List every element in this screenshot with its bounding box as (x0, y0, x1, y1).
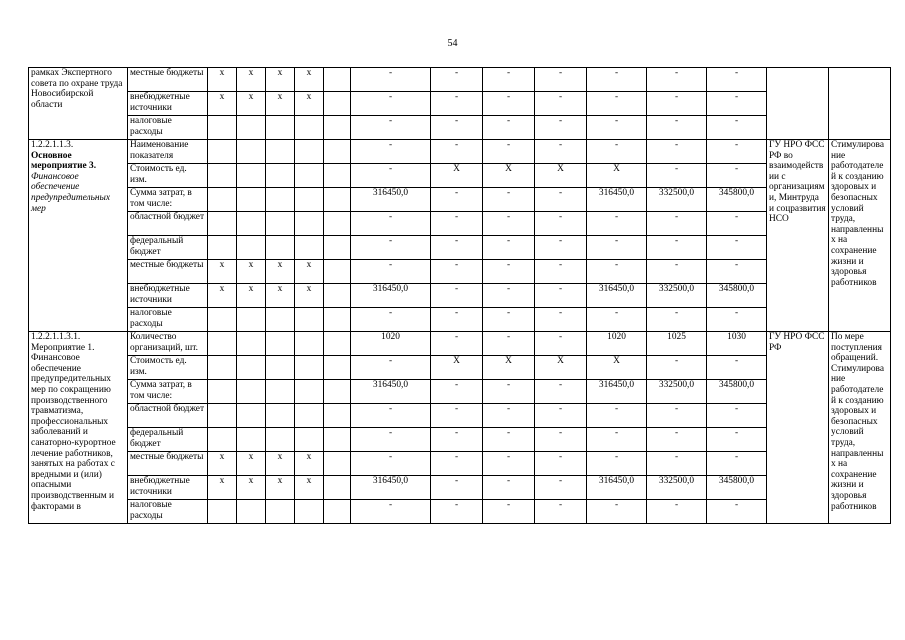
value-cell: - (483, 212, 535, 236)
value-cell: - (647, 452, 707, 476)
value-cell: - (587, 452, 647, 476)
value-cell: - (647, 140, 707, 164)
value-cell: - (431, 260, 483, 284)
value-cell: - (483, 260, 535, 284)
value-cell: X (431, 356, 483, 380)
measure-title-cell (29, 140, 128, 332)
mark-cell (324, 164, 351, 188)
mark-cell (237, 140, 266, 164)
value-cell: - (535, 284, 587, 308)
value-cell: - (483, 140, 535, 164)
value-cell: X (483, 164, 535, 188)
indicator-label: федеральный бюджет (128, 428, 208, 452)
mark-cell (237, 380, 266, 404)
mark-cell (324, 188, 351, 212)
value-cell: - (587, 92, 647, 116)
expected-result-cell: Стимулирование работодателей к созданию здоровых и безопасных условий труда, направленных на сохранение жизни и здоровья работников (829, 140, 891, 332)
value-cell: - (587, 140, 647, 164)
value-cell: - (431, 452, 483, 476)
value-cell: - (431, 116, 483, 140)
mark-cell (324, 476, 351, 500)
mark-cell (295, 380, 324, 404)
mark-cell (295, 116, 324, 140)
mark-cell: x (266, 476, 295, 500)
value-cell: - (535, 428, 587, 452)
measure-title-part: 1.2.2.1.1.3. (31, 140, 74, 150)
value-cell: X (535, 164, 587, 188)
indicator-label: местные бюджеты (128, 68, 208, 92)
indicator-label: местные бюджеты (128, 452, 208, 476)
value-cell: - (647, 404, 707, 428)
mark-cell (266, 500, 295, 524)
indicator-label: областной бюджет (128, 404, 208, 428)
mark-cell (266, 140, 295, 164)
expected-result-cell (829, 68, 891, 140)
mark-cell (266, 116, 295, 140)
value-cell: - (483, 332, 535, 356)
value-cell: - (707, 92, 767, 116)
mark-cell (237, 404, 266, 428)
mark-cell (324, 212, 351, 236)
value-cell: 316450,0 (587, 188, 647, 212)
mark-cell (266, 188, 295, 212)
value-cell: - (535, 188, 587, 212)
mark-cell (295, 188, 324, 212)
mark-cell (208, 404, 237, 428)
value-cell: 332500,0 (647, 188, 707, 212)
value-cell: - (535, 500, 587, 524)
value-cell: - (535, 380, 587, 404)
mark-cell: x (237, 452, 266, 476)
value-cell: 332500,0 (647, 380, 707, 404)
value-cell: - (351, 356, 431, 380)
mark-cell (237, 500, 266, 524)
value-cell: 345800,0 (707, 476, 767, 500)
value-cell: 1020 (351, 332, 431, 356)
value-cell: - (647, 308, 707, 332)
mark-cell (237, 116, 266, 140)
mark-cell (266, 236, 295, 260)
mark-cell: x (208, 476, 237, 500)
indicator-label: Сумма затрат, в том числе: (128, 380, 208, 404)
value-cell: 316450,0 (587, 380, 647, 404)
value-cell: - (587, 212, 647, 236)
indicator-label: внебюджетные источники (128, 476, 208, 500)
mark-cell (208, 428, 237, 452)
mark-cell (324, 140, 351, 164)
indicator-label: Сумма затрат, в том числе: (128, 188, 208, 212)
table-row (29, 260, 891, 284)
value-cell: - (483, 116, 535, 140)
mark-cell (324, 260, 351, 284)
value-cell: X (483, 356, 535, 380)
indicator-label: налоговые расходы (128, 308, 208, 332)
value-cell: - (535, 116, 587, 140)
value-cell: - (707, 308, 767, 332)
value-cell: 316450,0 (587, 284, 647, 308)
value-cell: - (535, 140, 587, 164)
value-cell: - (351, 452, 431, 476)
value-cell: - (647, 356, 707, 380)
mark-cell: x (266, 452, 295, 476)
mark-cell (208, 308, 237, 332)
value-cell: - (647, 164, 707, 188)
value-cell: - (535, 260, 587, 284)
mark-cell (295, 164, 324, 188)
value-cell: - (483, 236, 535, 260)
mark-cell (237, 428, 266, 452)
value-cell: 316450,0 (351, 284, 431, 308)
mark-cell (295, 500, 324, 524)
mark-cell: x (208, 92, 237, 116)
value-cell: - (535, 236, 587, 260)
indicator-label: Количество организаций, шт. (128, 332, 208, 356)
mark-cell (324, 500, 351, 524)
value-cell: X (431, 164, 483, 188)
table-row (29, 308, 891, 332)
value-cell: - (483, 308, 535, 332)
mark-cell: x (295, 68, 324, 92)
value-cell: - (483, 284, 535, 308)
mark-cell: x (295, 92, 324, 116)
value-cell: - (707, 260, 767, 284)
mark-cell (266, 404, 295, 428)
measure-title-cell (29, 68, 128, 140)
mark-cell (208, 212, 237, 236)
mark-cell (237, 236, 266, 260)
mark-cell (208, 164, 237, 188)
value-cell: 345800,0 (707, 284, 767, 308)
value-cell: - (431, 212, 483, 236)
value-cell: - (647, 116, 707, 140)
mark-cell (266, 332, 295, 356)
value-cell: X (587, 164, 647, 188)
mark-cell (237, 308, 266, 332)
value-cell: - (431, 308, 483, 332)
value-cell: - (707, 428, 767, 452)
value-cell: - (587, 308, 647, 332)
value-cell: - (351, 308, 431, 332)
value-cell: - (707, 404, 767, 428)
indicator-label: федеральный бюджет (128, 236, 208, 260)
mark-cell (324, 452, 351, 476)
value-cell: - (707, 452, 767, 476)
measures-table (28, 67, 891, 524)
value-cell: - (707, 212, 767, 236)
value-cell: - (431, 500, 483, 524)
value-cell: - (351, 428, 431, 452)
mark-cell: x (295, 284, 324, 308)
table-row (29, 332, 891, 356)
indicator-label: Стоимость ед. изм. (128, 356, 208, 380)
value-cell: - (483, 500, 535, 524)
mark-cell (208, 500, 237, 524)
value-cell: 1025 (647, 332, 707, 356)
expected-result-cell: По мере поступления обращений. Стимулирование работодателей к созданию здоровых и безопасных условий труда, направленных на сохранение жизни и здоровья работников (829, 332, 891, 524)
value-cell: - (351, 236, 431, 260)
mark-cell (295, 332, 324, 356)
table-row (29, 404, 891, 428)
value-cell: - (431, 476, 483, 500)
mark-cell (324, 380, 351, 404)
mark-cell (295, 212, 324, 236)
mark-cell: x (208, 260, 237, 284)
mark-cell (208, 356, 237, 380)
table-row (29, 284, 891, 308)
mark-cell: x (208, 284, 237, 308)
value-cell: - (351, 140, 431, 164)
value-cell: - (587, 236, 647, 260)
value-cell: - (707, 236, 767, 260)
mark-cell (237, 164, 266, 188)
measure-title-part: Финансовое обеспечение предупредительных мер (31, 171, 111, 214)
value-cell: X (587, 356, 647, 380)
table-row (29, 212, 891, 236)
page-number: 54 (447, 38, 458, 49)
value-cell: 1030 (707, 332, 767, 356)
value-cell: - (587, 68, 647, 92)
value-cell: - (707, 68, 767, 92)
value-cell: - (535, 476, 587, 500)
mark-cell (237, 356, 266, 380)
value-cell: - (647, 92, 707, 116)
mark-cell (324, 236, 351, 260)
measure-title-part: рамках Экспертного совета по охране труда Новосибирской области (31, 68, 123, 110)
executor-cell: ГУ НРО ФСС РФ во взаимодействии с организациями, Минтруда и соцразвития НСО (767, 140, 829, 332)
value-cell: - (351, 212, 431, 236)
table-row (29, 140, 891, 164)
value-cell: - (535, 92, 587, 116)
value-cell: - (647, 260, 707, 284)
value-cell: - (535, 404, 587, 428)
value-cell: 316450,0 (351, 476, 431, 500)
value-cell: - (351, 92, 431, 116)
table-row (29, 68, 891, 92)
table-row (29, 428, 891, 452)
value-cell: - (707, 116, 767, 140)
value-cell: - (535, 212, 587, 236)
value-cell: - (351, 116, 431, 140)
value-cell: - (647, 236, 707, 260)
mark-cell: x (295, 260, 324, 284)
value-cell: - (431, 68, 483, 92)
mark-cell (295, 356, 324, 380)
value-cell: 1020 (587, 332, 647, 356)
mark-cell (295, 140, 324, 164)
table-row (29, 356, 891, 380)
value-cell: - (483, 188, 535, 212)
value-cell: - (431, 380, 483, 404)
indicator-label: внебюджетные источники (128, 92, 208, 116)
mark-cell: x (237, 284, 266, 308)
mark-cell (295, 308, 324, 332)
table-row (29, 92, 891, 116)
mark-cell (237, 188, 266, 212)
table-row (29, 164, 891, 188)
indicator-label: налоговые расходы (128, 116, 208, 140)
measure-title-part: Основное мероприятие 3. (31, 150, 97, 172)
mark-cell (324, 116, 351, 140)
mark-cell (324, 92, 351, 116)
value-cell: - (647, 212, 707, 236)
mark-cell (266, 380, 295, 404)
value-cell: - (431, 140, 483, 164)
mark-cell (324, 68, 351, 92)
value-cell: - (431, 284, 483, 308)
value-cell: - (483, 92, 535, 116)
value-cell: - (483, 380, 535, 404)
value-cell: 332500,0 (647, 476, 707, 500)
mark-cell: x (295, 476, 324, 500)
mark-cell (208, 140, 237, 164)
mark-cell (324, 308, 351, 332)
value-cell: 345800,0 (707, 380, 767, 404)
value-cell: - (535, 452, 587, 476)
mark-cell: x (237, 92, 266, 116)
mark-cell (324, 332, 351, 356)
mark-cell: x (295, 452, 324, 476)
value-cell: - (707, 356, 767, 380)
value-cell: - (431, 428, 483, 452)
value-cell: - (535, 332, 587, 356)
indicator-label: областной бюджет (128, 212, 208, 236)
value-cell: - (647, 500, 707, 524)
mark-cell (266, 356, 295, 380)
value-cell: 316450,0 (351, 380, 431, 404)
value-cell: - (483, 428, 535, 452)
mark-cell (266, 308, 295, 332)
value-cell: - (587, 428, 647, 452)
value-cell: - (431, 236, 483, 260)
mark-cell: x (237, 68, 266, 92)
value-cell: - (483, 452, 535, 476)
indicator-label: Стоимость ед. изм. (128, 164, 208, 188)
value-cell: 316450,0 (351, 188, 431, 212)
mark-cell (208, 116, 237, 140)
mark-cell (324, 404, 351, 428)
value-cell: 345800,0 (707, 188, 767, 212)
value-cell: - (431, 188, 483, 212)
value-cell: - (707, 164, 767, 188)
value-cell: - (707, 140, 767, 164)
value-cell: - (647, 428, 707, 452)
mark-cell (266, 164, 295, 188)
executor-cell: ГУ НРО ФСС РФ (767, 332, 829, 524)
mark-cell: x (208, 68, 237, 92)
mark-cell (266, 428, 295, 452)
value-cell: 316450,0 (587, 476, 647, 500)
mark-cell (295, 428, 324, 452)
mark-cell: x (266, 92, 295, 116)
value-cell: - (431, 332, 483, 356)
executor-cell (767, 68, 829, 140)
value-cell: - (351, 260, 431, 284)
value-cell: - (483, 404, 535, 428)
value-cell: - (483, 476, 535, 500)
table-row (29, 236, 891, 260)
measure-title-part: 1.2.2.1.1.3.1. Мероприятие 1. Финансовое обеспечение предупредительных мер по сокращению производственного травматизма, профессиональных заболеваний и санаторно-курортное лечение работников, занятых на работах с вредными и (или) опасными производственным и факторами в (31, 332, 116, 512)
mark-cell: x (237, 476, 266, 500)
value-cell: - (483, 68, 535, 92)
mark-cell: x (266, 260, 295, 284)
table-row (29, 452, 891, 476)
table-row (29, 380, 891, 404)
table-row (29, 116, 891, 140)
measure-title-cell (29, 332, 128, 524)
mark-cell: x (237, 260, 266, 284)
value-cell: - (351, 404, 431, 428)
mark-cell: x (266, 68, 295, 92)
mark-cell (324, 284, 351, 308)
mark-cell: x (208, 452, 237, 476)
value-cell: - (351, 164, 431, 188)
value-cell: - (351, 68, 431, 92)
value-cell: - (431, 404, 483, 428)
table-row (29, 476, 891, 500)
value-cell: 332500,0 (647, 284, 707, 308)
mark-cell (237, 332, 266, 356)
indicator-label: налоговые расходы (128, 500, 208, 524)
mark-cell (208, 188, 237, 212)
value-cell: X (535, 356, 587, 380)
mark-cell (208, 236, 237, 260)
mark-cell: x (266, 284, 295, 308)
value-cell: - (587, 404, 647, 428)
mark-cell (324, 356, 351, 380)
value-cell: - (587, 260, 647, 284)
mark-cell (295, 404, 324, 428)
value-cell: - (351, 500, 431, 524)
value-cell: - (587, 116, 647, 140)
indicator-label: Наименование показателя (128, 140, 208, 164)
mark-cell (237, 212, 266, 236)
mark-cell (266, 212, 295, 236)
indicator-label: внебюджетные источники (128, 284, 208, 308)
mark-cell (295, 236, 324, 260)
value-cell: - (535, 68, 587, 92)
table-row (29, 500, 891, 524)
value-cell: - (587, 500, 647, 524)
value-cell: - (707, 500, 767, 524)
table-row (29, 188, 891, 212)
indicator-label: местные бюджеты (128, 260, 208, 284)
value-cell: - (431, 92, 483, 116)
value-cell: - (647, 68, 707, 92)
mark-cell (208, 332, 237, 356)
value-cell: - (535, 308, 587, 332)
mark-cell (324, 428, 351, 452)
mark-cell (208, 380, 237, 404)
